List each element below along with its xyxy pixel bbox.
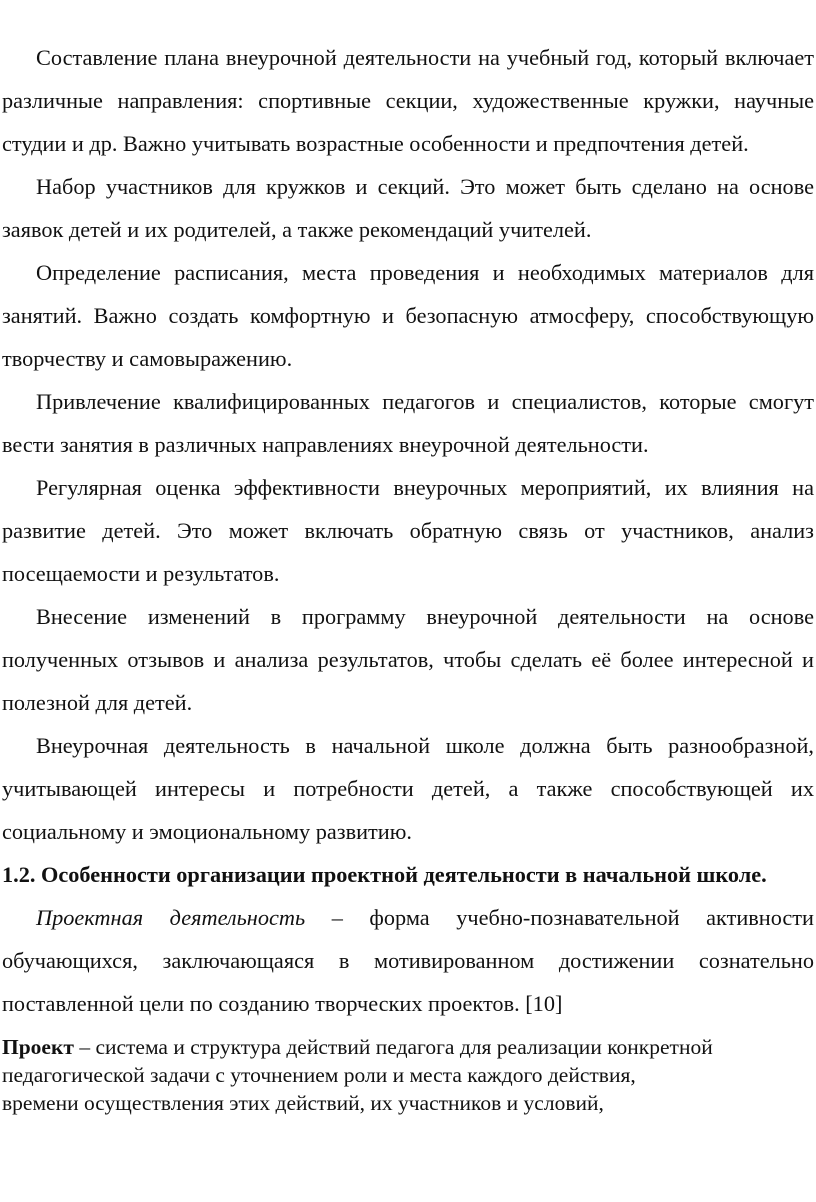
definition-text: – форма учебно-познавательной активности обучающихся, заключающаяся в мотивированном достижении сознательно поставленной цели по созданию творческих проектов. [10] <box>2 905 814 1016</box>
paragraph-changes: Внесение изменений в программу внеурочной деятельности на основе полученных отзывов и анализа результатов, чтобы сделать её более интересной и полезной для детей. <box>2 604 814 715</box>
project-definition-line-1 <box>2 1033 814 1061</box>
paragraph-plan: Составление плана внеурочной деятельности на учебный год, который включает различные направления: спортивные секции, художественные кружки, научные студии и др. Важно учитывать возрастные особенности и предпочтения детей. <box>2 45 814 156</box>
project-definition-text-1: – система и структура действий педагога для реализации конкретной <box>73 1035 713 1059</box>
paragraph-teachers: Привлечение квалифицированных педагогов и специалистов, которые смогут вести занятия в различных направлениях внеурочной деятельности. <box>2 389 814 457</box>
project-term: Проект <box>2 1035 74 1059</box>
section-heading: 1.2. Особенности организации проектной деятельности в начальной школе. <box>2 862 767 887</box>
definition-paragraph <box>2 896 814 1025</box>
paragraph-evaluation: Регулярная оценка эффективности внеурочных мероприятий, их влияния на развитие детей. Это может включать обратную связь от участников, анализ посещаемости и результатов. <box>2 475 814 586</box>
paragraph-conclusion: Внеурочная деятельность в начальной школе должна быть разнообразной, учитывающей интересы и потребности детей, а также способствующей их социальному и эмоциональному развитию. <box>2 733 814 844</box>
project-definition-line-2: педагогической задачи с уточнением роли и места каждого действия, <box>2 1063 636 1087</box>
project-definition-line-3: времени осуществления этих действий, их участников и условий, <box>2 1091 604 1115</box>
definition-term: Проектная деятельность <box>36 905 306 930</box>
paragraph-recruitment: Набор участников для кружков и секций. Это может быть сделано на основе заявок детей и их родителей, а также рекомендаций учителей. <box>2 174 814 242</box>
project-definition <box>2 1033 814 1117</box>
paragraph-schedule: Определение расписания, места проведения и необходимых материалов для занятий. Важно создать комфортную и безопасную атмосферу, способствующую творчеству и самовыражению. <box>2 260 814 371</box>
